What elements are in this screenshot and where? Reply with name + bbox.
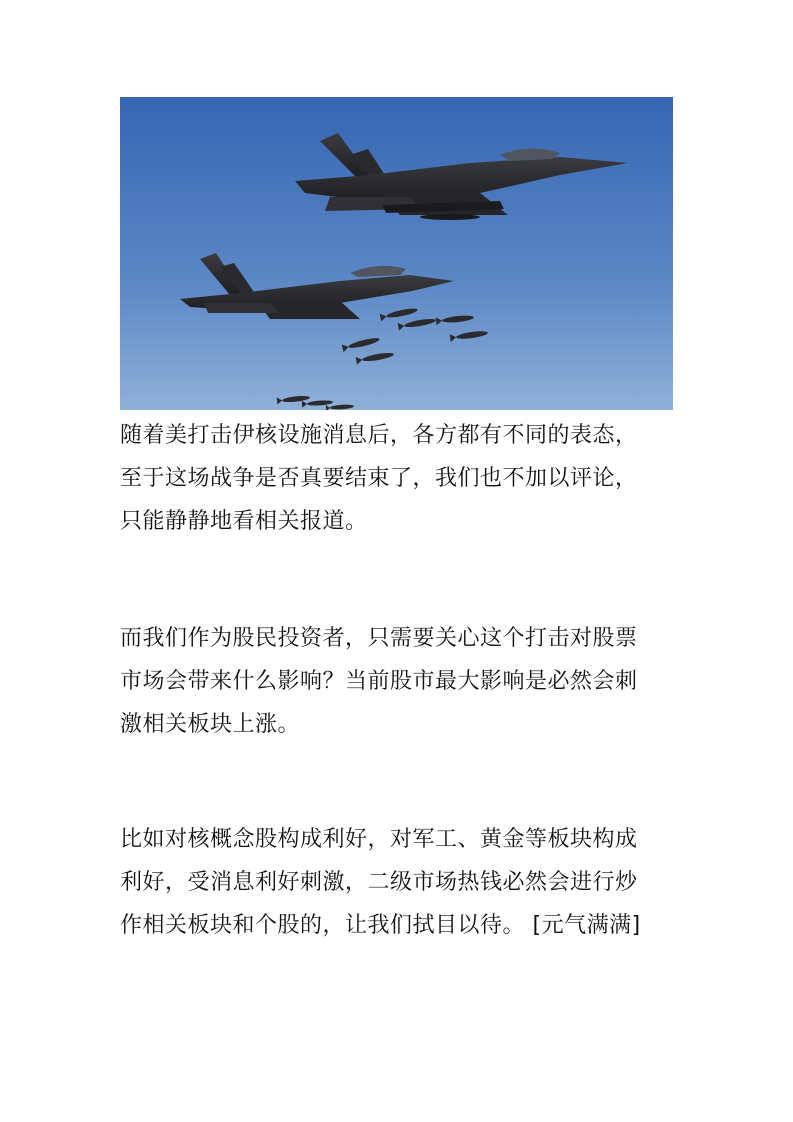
paragraph-line: 而我们作为股民投资者，只需要关心这个打击对股票 [120, 626, 638, 651]
paragraph-line: 利好，受消息利好刺激，二级市场热钱必然会进行炒 [120, 870, 638, 895]
fighter-jets-image [120, 97, 673, 410]
paragraph-2 [120, 617, 680, 746]
paragraph-line: 激相关板块上涨。 [120, 712, 301, 737]
paragraph-line: 作相关板块和个股的，让我们拭目以待。 [元气满满] [120, 913, 641, 938]
paragraph-3 [120, 818, 680, 947]
paragraph-1 [120, 414, 680, 543]
paragraph-line: 市场会带来什么影响？当前股市最大影响是必然会刺 [120, 669, 638, 694]
sky-background [120, 97, 673, 410]
paragraph-line: 只能静静地看相关报道。 [120, 509, 368, 534]
paragraph-line: 比如对核概念股构成利好，对军工、黄金等板块构成 [120, 827, 638, 852]
article-photo [120, 97, 673, 410]
paragraph-line: 随着美打击伊核设施消息后，各方都有不同的表态， [120, 423, 638, 448]
paragraph-line: 至于这场战争是否真要结束了，我们也不加以评论， [120, 466, 638, 491]
